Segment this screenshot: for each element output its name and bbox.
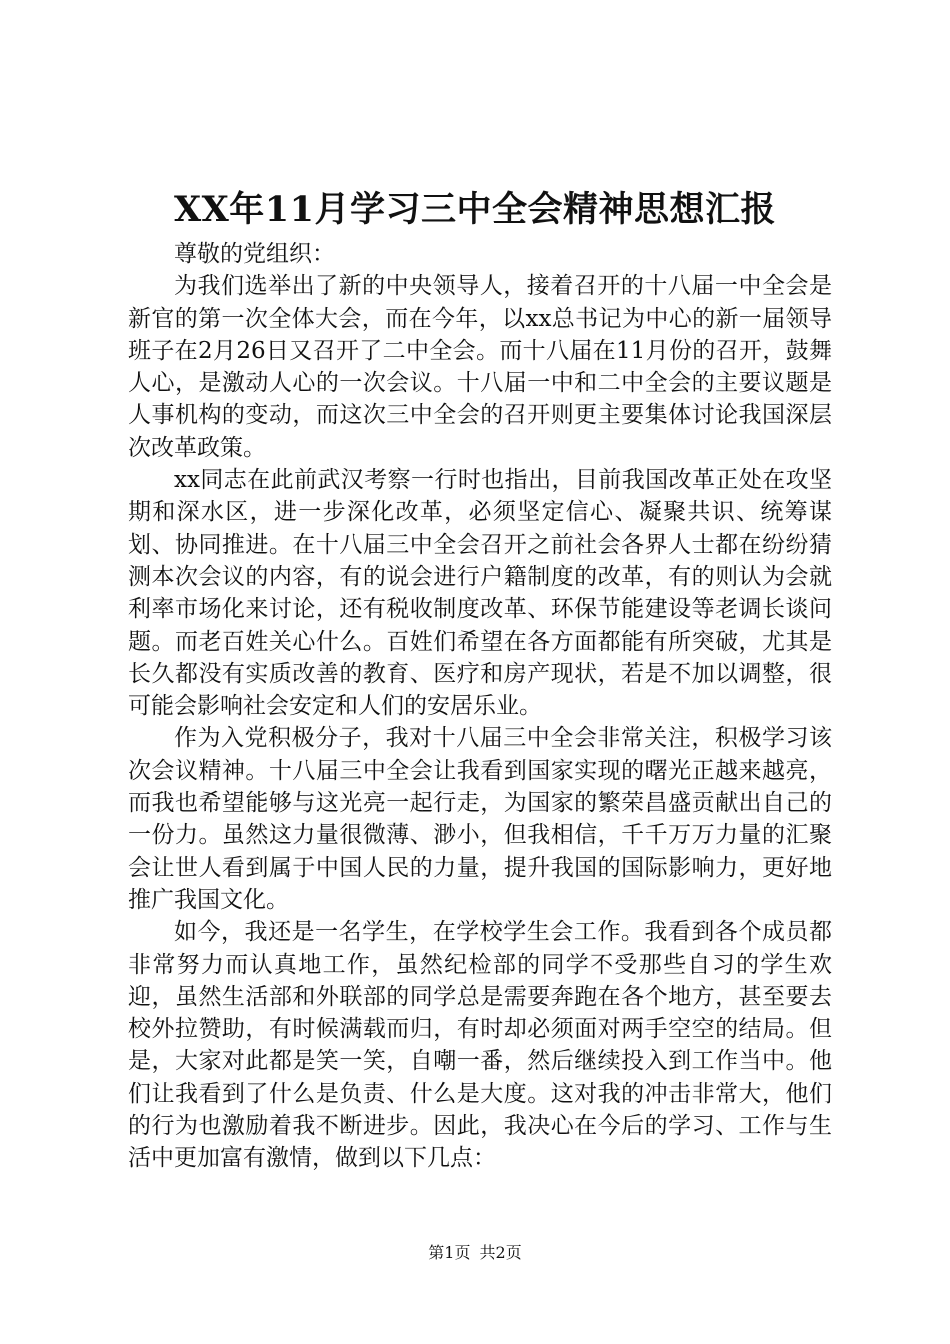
document-body (128, 238, 832, 1175)
page-number: 第1页 (428, 1243, 471, 1262)
paragraph-2: xx同志在此前武汉考察一行时也指出，目前我国改革正处在攻坚期和深水区，进一步深化改革，必须坚定信心、凝聚共识、统筹谋划、协同推进。在十八届三中全会召开之前社会各界人士都在纷纷猜测本次会议的内容，有的说会进行户籍制度的改革，有的则认为会就利率市场化来讨论，还有税收制度改革、环保节能建设等老调长谈问题。而老百姓关心什么。百姓们希望在各方面都能有所突破，尤其是长久都没有实质改善的教育、医疗和房产现状，若是不加以调整，很可能会影响社会安定和人们的安居乐业。 (128, 467, 832, 720)
paragraph-4: 如今，我还是一名学生，在学校学生会工作。我看到各个成员都非常努力而认真地工作，虽然纪检部的同学不受那些自习的学生欢迎，虽然生活部和外联部的同学总是需要奔跑在各个地方，甚至要去校外拉赞助，有时候满载而归，有时却必须面对两手空空的结局。但是，大家对此都是笑一笑，自嘲一番，然后继续投入到工作当中。他们让我看到了什么是负责、什么是大度。这对我的冲击非常大，他们的行为也激励着我不断进步。因此，我决心在今后的学习、工作与生活中更加富有激情，做到以下几点： (128, 919, 832, 1172)
document-title: XX年11月学习三中全会精神思想汇报 (173, 189, 777, 230)
paragraph-3: 作为入党积极分子，我对十八届三中全会非常关注，积极学习该次会议精神。十八届三中全会让我看到国家实现的曙光正越来越亮，而我也希望能够与这光亮一起行走，为国家的繁荣昌盛贡献出自己的一份力。虽然这力量很微薄、渺小，但我相信，千千万万力量的汇聚会让世人看到属于中国人民的力量，提升我国的国际影响力，更好地推广我国文化。 (128, 725, 832, 913)
paragraph-1: 为我们选举出了新的中央领导人，接着召开的十八届一中全会是新官的第一次全体大会，而在今年，以xx总书记为中心的新一届领导班子在2月26日又召开了二中全会。而十八届在11月份的召开，鼓舞人心，是激动人心的一次会议。十八届一中和二中全会的主要议题是人事机构的变动，而这次三中全会的召开则更主要集体讨论我国深层次改革政策。 (128, 273, 832, 461)
page-total: 共2页 (479, 1243, 522, 1262)
page-footer (0, 1242, 950, 1264)
salutation: 尊敬的党组织： (174, 241, 335, 267)
